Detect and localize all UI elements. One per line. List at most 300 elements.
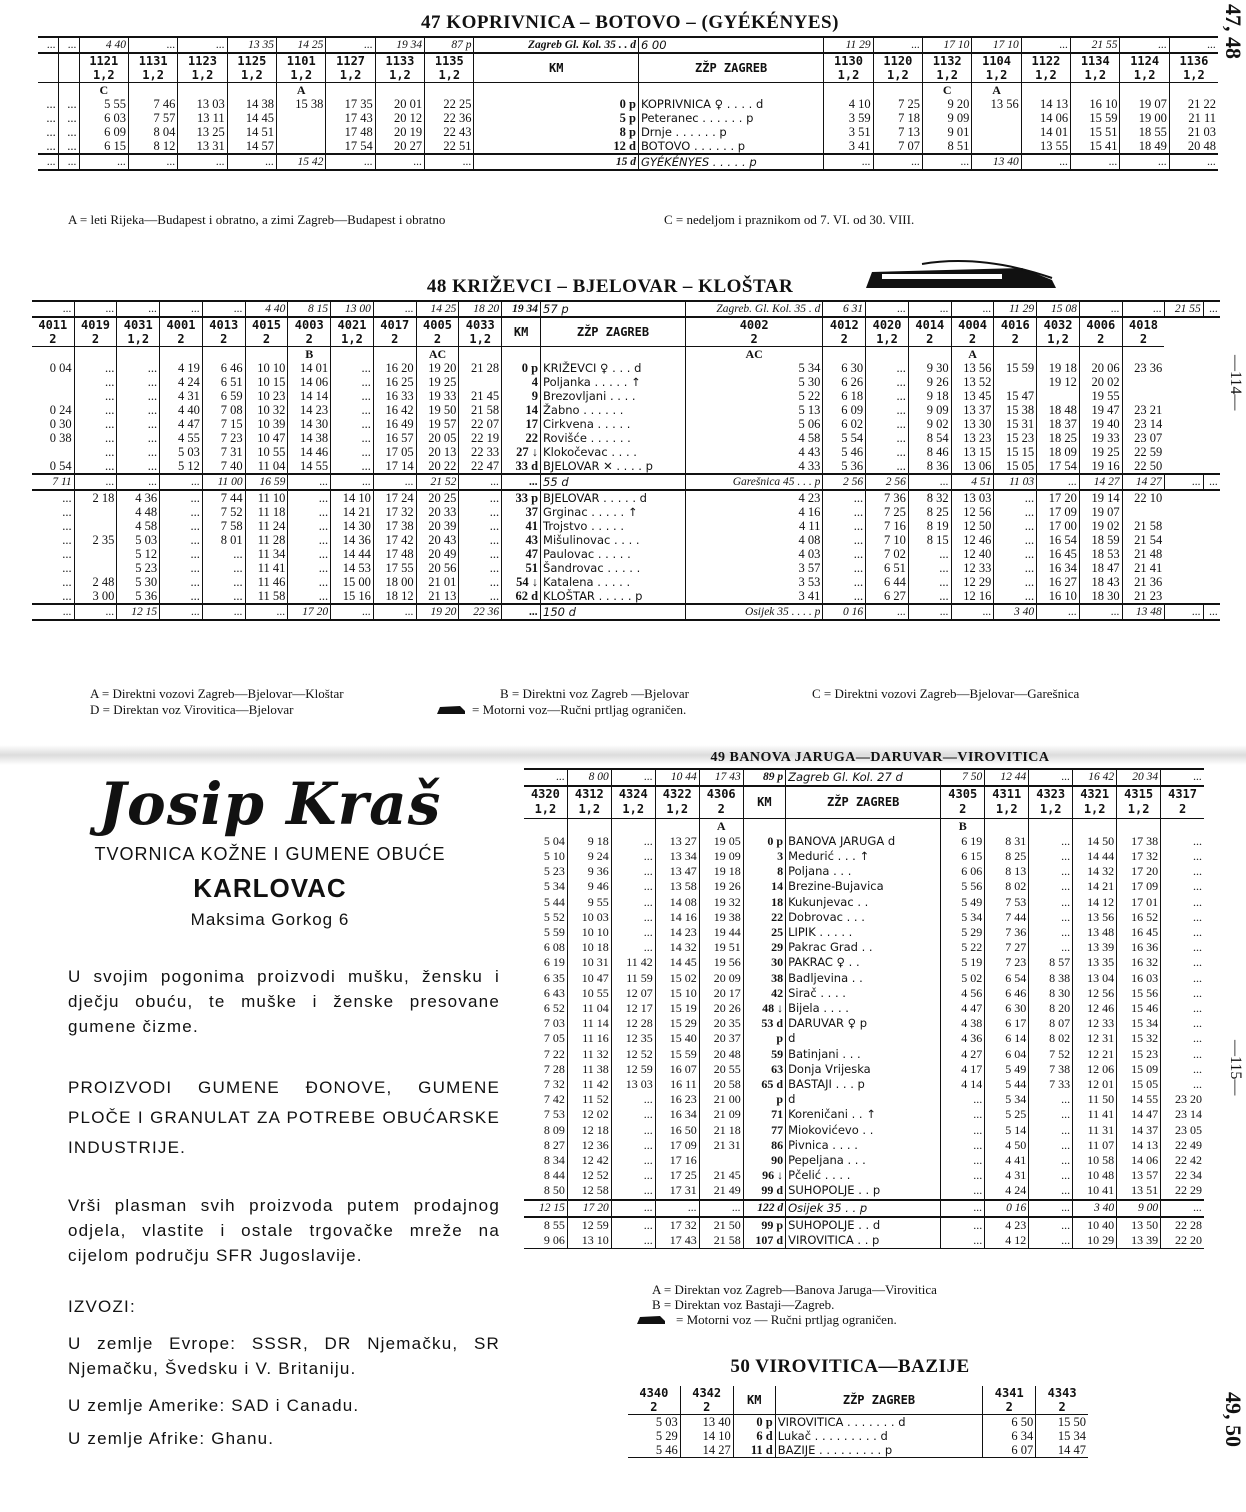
time-cell: 6 14	[985, 1031, 1029, 1046]
time-cell: ...	[866, 459, 909, 474]
connection-row	[32, 474, 1220, 490]
time-cell: 7 23	[985, 955, 1029, 970]
connection-row-cell: ...	[425, 154, 474, 170]
time-cell: ...	[866, 403, 909, 417]
time-cell: 12 29	[951, 575, 994, 589]
time-cell: 17 35	[326, 97, 375, 111]
time-cell: 23 07	[1122, 431, 1164, 445]
table-row	[32, 431, 1220, 445]
time-cell: 7 42	[543, 1092, 565, 1107]
time-cell: 12 16	[951, 589, 994, 604]
train-number: 4323 1,2	[1029, 786, 1073, 818]
time-cell: 7 40	[202, 459, 245, 474]
train-number-header	[628, 1386, 1088, 1415]
time-cell: 14 06	[1117, 1153, 1161, 1168]
train-number: 4002 2	[685, 317, 823, 347]
time-cell: 6 51	[866, 561, 909, 575]
station-name: Kukunjevac . .	[786, 895, 941, 910]
time-cell: 4 58	[117, 519, 160, 533]
time-cell: 17 20	[1117, 864, 1161, 879]
train-mark	[1120, 83, 1169, 98]
time-cell: 18 47	[1079, 561, 1122, 575]
time-cell: 12 46	[951, 533, 994, 547]
time-cell: 16 42	[373, 403, 416, 417]
time-cell: ...	[1161, 1001, 1204, 1016]
table-row	[38, 139, 1218, 154]
time-cell: 5 56	[941, 879, 985, 894]
train-number: 4341 2	[983, 1386, 1036, 1415]
time-cell: 13 25	[178, 125, 227, 139]
time-cell: ...	[1029, 940, 1073, 955]
time-cell: 21 49	[699, 1183, 743, 1199]
time-cell: ...	[202, 561, 245, 575]
station-name: Drnje . . . . . . p	[638, 125, 823, 139]
time-cell: 8 44	[543, 1168, 565, 1183]
time-cell: 12 58	[567, 1183, 611, 1199]
time-cell: 20 22	[416, 459, 459, 474]
train-mark: AC	[685, 347, 823, 362]
train-mark	[873, 83, 922, 98]
connection-row-cell: ...	[79, 154, 128, 170]
connection-row-cell: ...	[699, 1200, 743, 1217]
connection-row-cell: 22 36	[459, 604, 502, 620]
connection-row-cell: ...	[58, 154, 79, 170]
time-cell: 8 15	[908, 533, 951, 547]
station-name: Pivnica . . . .	[786, 1138, 941, 1153]
time-cell: ...	[331, 389, 374, 403]
time-cell: 8 13	[985, 864, 1029, 879]
time-cell: 10 41	[1073, 1183, 1117, 1199]
time-cell: 22 50	[1122, 459, 1164, 474]
connection-row-top-cell: ...	[1120, 37, 1169, 53]
time-cell: 14 16	[655, 910, 699, 925]
ad-company: TVORNICA KOŽNE I GUMENE OBUĆE	[94, 844, 446, 864]
time-cell: 19 09	[699, 849, 743, 864]
table-row	[524, 1183, 1204, 1199]
blank	[474, 83, 638, 98]
time-cell: 15 31	[994, 417, 1037, 431]
connection-row-top-cell: ...	[1122, 301, 1164, 317]
time-cell: ...	[1161, 879, 1204, 894]
connection-row-cell: 150 d	[541, 604, 686, 620]
connection-row-cell: ...	[245, 604, 288, 620]
table-row	[524, 879, 1204, 894]
connection-row-cell: Osijek 35 . . . . p	[685, 604, 823, 620]
time-cell: 15 29	[655, 1016, 699, 1031]
station-name: Cirkvena . . . . .	[541, 417, 686, 431]
connection-row-top-cell: 17 10	[972, 37, 1021, 53]
time-cell: 17 32	[655, 1217, 699, 1233]
train-mark	[331, 347, 374, 362]
time-cell: 18 09	[1037, 445, 1080, 459]
connection-row-top-cell: 19 34	[375, 37, 424, 53]
connection-row-top-cell: 11 29	[824, 37, 873, 53]
time-cell: 11 46	[245, 575, 288, 589]
time-cell: 12 06	[1073, 1062, 1117, 1077]
time-cell: ...	[62, 561, 72, 575]
time-cell: ...	[74, 459, 117, 474]
time-cell: ...	[941, 1153, 985, 1168]
time-cell: 5 30	[685, 375, 823, 389]
table-row	[524, 925, 1204, 940]
time-cell: 6 03	[79, 111, 128, 125]
time-cell: ...	[611, 1138, 655, 1153]
time-cell: 7 27	[985, 940, 1029, 955]
train-number: 4315 1,2	[1117, 786, 1161, 818]
time-cell: ...	[866, 417, 909, 431]
connection-row-cell: 0 16	[985, 1200, 1029, 1217]
time-cell: 9 18	[567, 834, 611, 849]
time-cell: 12 33	[951, 561, 994, 575]
time-cell: ...	[823, 505, 866, 519]
table-48-note-c: C = Direktni vozovi Zagreb—Bjelovar—Garešnica	[812, 686, 1080, 701]
station-name: DARUVAR ♀ p	[786, 1016, 941, 1031]
time-cell: 5 19	[941, 955, 985, 970]
ad-address: Maksima Gorkog 6	[190, 910, 350, 929]
time-cell: 21 28	[459, 361, 502, 375]
table-row	[524, 1092, 1204, 1107]
time-cell: 11 34	[245, 547, 288, 561]
station-name: Katalena . . . . .	[541, 575, 686, 589]
time-cell: ...	[117, 361, 160, 375]
km-cell: 42	[743, 986, 785, 1001]
time-cell: ...	[611, 849, 655, 864]
time-cell: 15 15	[994, 445, 1037, 459]
time-cell: 21 01	[416, 575, 459, 589]
time-cell: 8 38	[1029, 971, 1073, 986]
km-cell: 33 p	[502, 490, 541, 505]
train-mark-row	[32, 347, 1220, 362]
time-cell: 11 58	[245, 589, 288, 604]
time-cell: 15 10	[655, 986, 699, 1001]
time-cell: ...	[941, 1233, 985, 1249]
time-cell: 9 06	[524, 1233, 567, 1249]
time-cell: 4 58	[685, 431, 823, 445]
table-row	[524, 955, 1204, 970]
time-cell: 4 43	[685, 445, 823, 459]
time-cell: 9 24	[567, 849, 611, 864]
train-number: 4016 2	[994, 317, 1037, 347]
connection-row-top-cell: 57 p	[541, 301, 686, 317]
time-cell: 17 42	[373, 533, 416, 547]
time-cell: 4 41	[985, 1153, 1029, 1168]
time-cell: 12 50	[951, 519, 994, 533]
connection-row-top-cell: ...	[74, 301, 117, 317]
connection-row-top	[524, 769, 1204, 786]
connection-row-cell: ...	[117, 474, 160, 490]
time-cell: 14 23	[288, 403, 331, 417]
time-cell: 19 25	[416, 375, 459, 389]
time-cell: 11 42	[611, 955, 655, 970]
time-cell: 12 28	[611, 1016, 655, 1031]
time-cell: ...	[1029, 864, 1073, 879]
time-cell: 19 51	[699, 940, 743, 955]
time-cell: 4 17	[941, 1062, 985, 1077]
time-cell: ...	[58, 97, 79, 111]
time-cell: 21 18	[699, 1123, 743, 1138]
connection-row-cell: ...	[74, 474, 117, 490]
connection-row-cell: ...	[1161, 1200, 1204, 1217]
time-cell: ...	[117, 445, 160, 459]
time-cell: ...	[459, 547, 502, 561]
time-cell: ...	[1161, 834, 1204, 849]
train-mark	[425, 83, 474, 98]
km-cell: 86	[743, 1138, 785, 1153]
time-cell	[994, 375, 1037, 389]
time-cell	[74, 505, 117, 519]
train-number: 4011 2	[32, 317, 74, 347]
time-cell: 21 00	[699, 1092, 743, 1107]
time-cell: 14 32	[655, 940, 699, 955]
connection-row-cell: ...	[502, 474, 541, 490]
connection-row	[524, 1200, 1204, 1217]
table-row	[32, 490, 1220, 505]
time-cell: 15 34	[1117, 1016, 1161, 1031]
connection-row-cell: ...	[1164, 474, 1203, 490]
time-cell: 12 18	[567, 1123, 611, 1138]
time-cell: 19 57	[416, 417, 459, 431]
time-cell: 16 07	[655, 1062, 699, 1077]
time-cell: 6 54	[985, 971, 1029, 986]
connection-row-cell: 15 d	[474, 154, 638, 170]
connection-row-top-cell: 17 10	[923, 37, 972, 53]
time-cell	[1122, 505, 1164, 519]
time-cell: 20 55	[699, 1062, 743, 1077]
time-cell: 5 12	[160, 459, 203, 474]
time-cell: 7 15	[202, 417, 245, 431]
km-cell: 63	[743, 1062, 785, 1077]
connection-row-top-cell: 21 55	[1164, 301, 1203, 317]
table-row	[32, 533, 1220, 547]
connection-row-cell: Osijek 35 . . p	[786, 1200, 941, 1217]
km-cell: 59	[743, 1047, 785, 1062]
connection-row-cell: 2 56	[823, 474, 866, 490]
time-cell: ...	[459, 505, 502, 519]
train-mark	[245, 347, 288, 362]
table-row	[32, 561, 1220, 575]
time-cell: 10 40	[1073, 1217, 1117, 1233]
connection-row-cell: 12 15	[524, 1200, 567, 1217]
connection-row-top-cell: ...	[32, 301, 74, 317]
time-cell: 16 36	[1117, 940, 1161, 955]
time-cell: 14 30	[288, 417, 331, 431]
time-cell: 11 42	[567, 1077, 611, 1092]
train-mark	[326, 83, 375, 98]
time-cell: 8 04	[128, 125, 177, 139]
time-cell: 19 32	[699, 895, 743, 910]
time-cell: 18 37	[1037, 417, 1080, 431]
train-mark	[38, 83, 58, 98]
time-cell: 9 46	[567, 879, 611, 894]
station-name: BJELOVAR ✕ . . . . p	[541, 459, 686, 474]
time-cell: 6 15	[941, 849, 985, 864]
time-cell: ...	[46, 97, 56, 111]
station-name: Poljana . . .	[786, 864, 941, 879]
connection-row-top-cell: ...	[611, 769, 655, 786]
connection-row-cell: ...	[160, 604, 203, 620]
time-cell: 16 54	[1037, 533, 1080, 547]
time-cell: 9 02	[908, 417, 951, 431]
time-cell: 14 12	[1073, 895, 1117, 910]
time-cell: 14 50	[1073, 834, 1117, 849]
time-cell: 9 30	[908, 361, 951, 375]
km-cell: 41	[502, 519, 541, 533]
time-cell: ...	[611, 1153, 655, 1168]
time-cell: ...	[62, 533, 72, 547]
time-cell: 15 40	[655, 1031, 699, 1046]
train-number-header	[524, 786, 1204, 818]
time-cell: ...	[1161, 1062, 1204, 1077]
time-cell: 12 56	[951, 505, 994, 519]
time-cell: 10 23	[245, 389, 288, 403]
connection-row-cell: ...	[908, 474, 951, 490]
table-row	[524, 1138, 1204, 1153]
time-cell: 14 10	[680, 1429, 733, 1443]
time-cell: 7 08	[202, 403, 245, 417]
time-cell: 0 54	[32, 459, 74, 474]
time-cell: ...	[611, 895, 655, 910]
time-cell: 22 51	[425, 139, 474, 154]
connection-row-cell: 13 48	[1122, 604, 1164, 620]
time-cell: 5 29	[655, 1429, 678, 1443]
table-47-title: 47 KOPRIVNICA – BOTOVO – (GYÉKÉNYES)	[421, 12, 839, 33]
time-cell: ...	[823, 547, 866, 561]
time-cell: 13 06	[951, 459, 994, 474]
time-cell: 7 13	[873, 125, 922, 139]
time-cell: 15 34	[1036, 1429, 1088, 1443]
time-cell: 4 36	[941, 1031, 985, 1046]
time-cell	[1122, 375, 1164, 389]
train-mark	[1073, 818, 1117, 834]
station-name: Miokovićevo . .	[786, 1123, 941, 1138]
time-cell: ...	[62, 547, 72, 561]
time-cell: ...	[331, 417, 374, 431]
table-row	[524, 1031, 1204, 1046]
connection-row-top-cell: 6 31	[823, 301, 866, 317]
connection-row-top-cell: 13 35	[227, 37, 276, 53]
km-cell: 96 ↓	[743, 1168, 785, 1183]
time-cell: 13 10	[567, 1233, 611, 1249]
time-cell: 13 58	[655, 879, 699, 894]
train-mark	[994, 347, 1037, 362]
train-number: 1101 1,2	[277, 53, 326, 83]
km-cell: 11 d	[733, 1443, 775, 1458]
time-cell: 9 09	[923, 111, 972, 125]
train-number: 1122 1,2	[1021, 53, 1070, 83]
time-cell: 10 32	[245, 403, 288, 417]
timetable-48	[32, 300, 1220, 621]
time-cell: 22 07	[459, 417, 502, 431]
connection-row-cell: 4 51	[951, 474, 994, 490]
time-cell: 8 31	[985, 834, 1029, 849]
station-name: Klokočevac . . . .	[541, 445, 686, 459]
connection-row-cell: ...	[373, 604, 416, 620]
time-cell: 17 20	[1037, 490, 1080, 505]
motor-railcar-icon	[436, 704, 466, 716]
time-cell: 20 56	[416, 561, 459, 575]
time-cell: 21 48	[1122, 547, 1164, 561]
connection-row-cell: Garešnica 45 . . . p	[685, 474, 823, 490]
connection-row-cell: 12 15	[117, 604, 160, 620]
time-cell: 15 16	[331, 589, 374, 604]
train-mark	[373, 347, 416, 362]
time-cell: 14 23	[655, 925, 699, 940]
time-cell: ...	[46, 111, 56, 125]
connection-row-cell: ...	[824, 154, 873, 170]
time-cell: 4 12	[985, 1233, 1029, 1249]
station-name: Brezine-Bujavica	[786, 879, 941, 894]
time-cell: 5 59	[543, 925, 565, 940]
time-cell: 7 44	[202, 490, 245, 505]
time-cell: 16 27	[1037, 575, 1080, 589]
time-cell: 5 54	[823, 431, 866, 445]
time-cell: 10 58	[1073, 1153, 1117, 1168]
time-cell: 14 14	[288, 389, 331, 403]
time-cell: 11 50	[1073, 1092, 1117, 1107]
time-cell: ...	[459, 589, 502, 604]
time-cell: 5 22	[685, 389, 823, 403]
time-cell: 23 14	[1161, 1107, 1204, 1122]
table-48-note-d: D = Direktan voz Virovitica—Bjelovar	[90, 702, 294, 717]
time-cell: 6 46	[202, 361, 245, 375]
train-mark	[1161, 818, 1204, 834]
time-cell: 19 55	[1079, 389, 1122, 403]
time-cell: 4 47	[941, 1001, 985, 1016]
time-cell: 18 12	[373, 589, 416, 604]
time-cell: 14 46	[288, 445, 331, 459]
station-name: Grginac . . . . . ↑	[541, 505, 686, 519]
train-number: 1130 1,2	[824, 53, 873, 83]
station-name: PAKRAC ♀ . .	[786, 955, 941, 970]
time-cell: 6 02	[823, 417, 866, 431]
table-row	[524, 1047, 1204, 1062]
time-cell: 17 43	[655, 1233, 699, 1249]
time-cell: ...	[46, 125, 56, 139]
time-cell: 6 08	[543, 940, 565, 955]
time-cell: ...	[288, 519, 331, 533]
train-mark: AC	[416, 347, 459, 362]
time-cell: 18 30	[1079, 589, 1122, 604]
connection-row-top-cell: Zagreb Gl. Kol. 27 d	[786, 769, 941, 786]
time-cell: 5 44	[985, 1077, 1029, 1092]
train-mark	[32, 347, 74, 362]
train-mark	[866, 347, 909, 362]
table-row	[524, 1016, 1204, 1031]
connection-row-cell: 122 d	[743, 1200, 785, 1217]
km-header: KM	[502, 317, 541, 347]
time-cell: ...	[288, 589, 331, 604]
connection-row-top-cell: ...	[1161, 769, 1204, 786]
time-cell: ...	[1029, 1217, 1073, 1233]
train-number: 4014 2	[908, 317, 951, 347]
train-mark	[567, 818, 611, 834]
time-cell: 18 49	[1120, 139, 1169, 154]
time-cell: 4 50	[985, 1138, 1029, 1153]
connection-row-cell: 0 16	[823, 604, 866, 620]
time-cell: ...	[941, 1107, 985, 1122]
time-cell: 7 23	[202, 431, 245, 445]
train-mark	[1122, 347, 1164, 362]
time-cell: ...	[62, 575, 72, 589]
time-cell: ...	[331, 375, 374, 389]
timetable-47	[38, 36, 1218, 171]
page-marker-115: —115—	[1227, 1040, 1244, 1096]
station-name: Rovišće . . . . . .	[541, 431, 686, 445]
time-cell: 6 18	[823, 389, 866, 403]
time-cell: 7 38	[1029, 1062, 1073, 1077]
time-cell: 5 10	[543, 849, 565, 864]
connection-row-cell: ...	[1071, 154, 1120, 170]
